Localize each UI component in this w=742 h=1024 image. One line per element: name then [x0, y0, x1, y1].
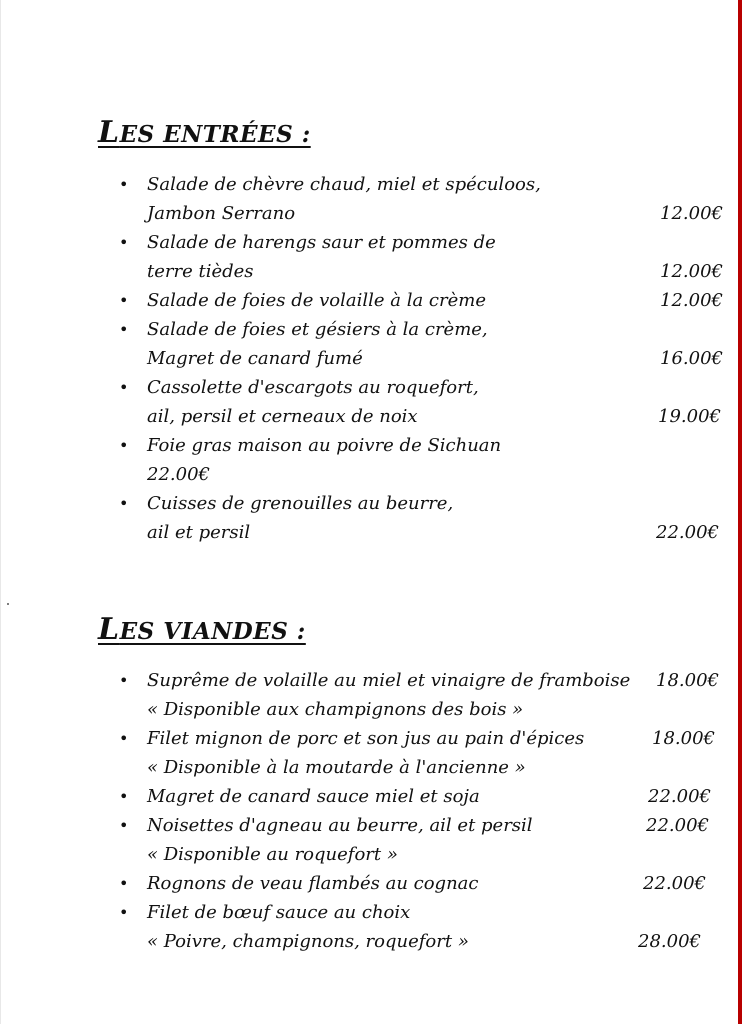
dish-option: « Disponible à la moutarde à l'ancienne »	[147, 757, 526, 778]
title-initial: L	[98, 612, 120, 647]
bullet: •	[119, 729, 129, 748]
menu-item	[0, 489, 742, 547]
dish-price: 22.00€	[147, 464, 210, 485]
dish-name: Filet de bœuf sauce au choix	[147, 902, 411, 923]
dish-name: Cassolette d'escargots au roquefort,	[147, 377, 479, 398]
bullet: •	[119, 874, 129, 893]
dish-name: Salade de chèvre chaud, miel et spéculoos,	[147, 174, 541, 195]
bullet: •	[119, 903, 129, 922]
dish-detail: Jambon Serrano	[147, 203, 296, 224]
dish-option: « Disponible aux champignons des bois »	[147, 699, 524, 720]
dish-name: Rognons de veau flambés au cognac	[147, 873, 479, 894]
dish-name: Magret de canard sauce miel et soja	[147, 786, 480, 807]
bullet: •	[119, 291, 129, 310]
title-rest: ES VIANDES :	[119, 618, 306, 645]
scan-speck	[7, 603, 9, 605]
dish-detail: terre tièdes	[147, 261, 254, 282]
bullet: •	[119, 233, 129, 252]
dish-price: 16.00€	[660, 348, 723, 369]
dish-price: 18.00€	[652, 728, 715, 749]
bullet: •	[119, 436, 129, 455]
menu-item	[0, 811, 742, 869]
menu-item	[0, 228, 742, 286]
bullet: •	[119, 787, 129, 806]
bullet: •	[119, 175, 129, 194]
dish-name: Salade de foies et gésiers à la crème,	[147, 319, 488, 340]
bullet: •	[119, 378, 129, 397]
menu-item	[0, 373, 742, 431]
dish-price: 12.00€	[660, 203, 723, 224]
menu-item	[0, 782, 742, 811]
dish-price: 22.00€	[643, 873, 706, 894]
dish-detail: ail, persil et cerneaux de noix	[147, 406, 418, 427]
dish-name: Suprême de volaille au miel et vinaigre de framboise	[147, 670, 631, 691]
menu-item	[0, 431, 742, 489]
dish-price: 12.00€	[660, 290, 723, 311]
dish-price: 28.00€	[638, 931, 701, 952]
menu-item	[0, 898, 742, 956]
bullet: •	[119, 671, 129, 690]
bullet: •	[119, 320, 129, 339]
menu-item	[0, 666, 742, 724]
menu-item	[0, 869, 742, 898]
title-initial: L	[98, 115, 120, 150]
dish-price: 18.00€	[656, 670, 719, 691]
dish-name: Cuisses de grenouilles au beurre,	[147, 493, 454, 514]
menu-item	[0, 170, 742, 228]
dish-name: Salade de harengs saur et pommes de	[147, 232, 496, 253]
viandes-list	[0, 666, 742, 956]
bullet: •	[119, 494, 129, 513]
menu-item	[0, 286, 742, 315]
dish-option: « Poivre, champignons, roquefort »	[147, 931, 469, 952]
dish-detail: ail et persil	[147, 522, 251, 543]
section-title-viandes	[98, 612, 306, 650]
dish-name: Salade de foies de volaille à la crème	[147, 290, 486, 311]
dish-price: 22.00€	[646, 815, 709, 836]
dish-price: 22.00€	[648, 786, 711, 807]
dish-name: Noisettes d'agneau au beurre, ail et persil	[147, 815, 533, 836]
section-title-entrees	[98, 115, 311, 153]
entrees-list	[0, 170, 742, 547]
dish-price: 22.00€	[656, 522, 719, 543]
dish-price: 19.00€	[658, 406, 721, 427]
dish-price: 12.00€	[660, 261, 723, 282]
title-rest: ES ENTRÉES :	[119, 121, 311, 148]
menu-item	[0, 315, 742, 373]
dish-option: « Disponible au roquefort »	[147, 844, 398, 865]
dish-name: Filet mignon de porc et son jus au pain d'épices	[147, 728, 585, 749]
menu-item	[0, 724, 742, 782]
bullet: •	[119, 816, 129, 835]
dish-name: Foie gras maison au poivre de Sichuan	[147, 435, 502, 456]
dish-detail: Magret de canard fumé	[147, 348, 363, 369]
